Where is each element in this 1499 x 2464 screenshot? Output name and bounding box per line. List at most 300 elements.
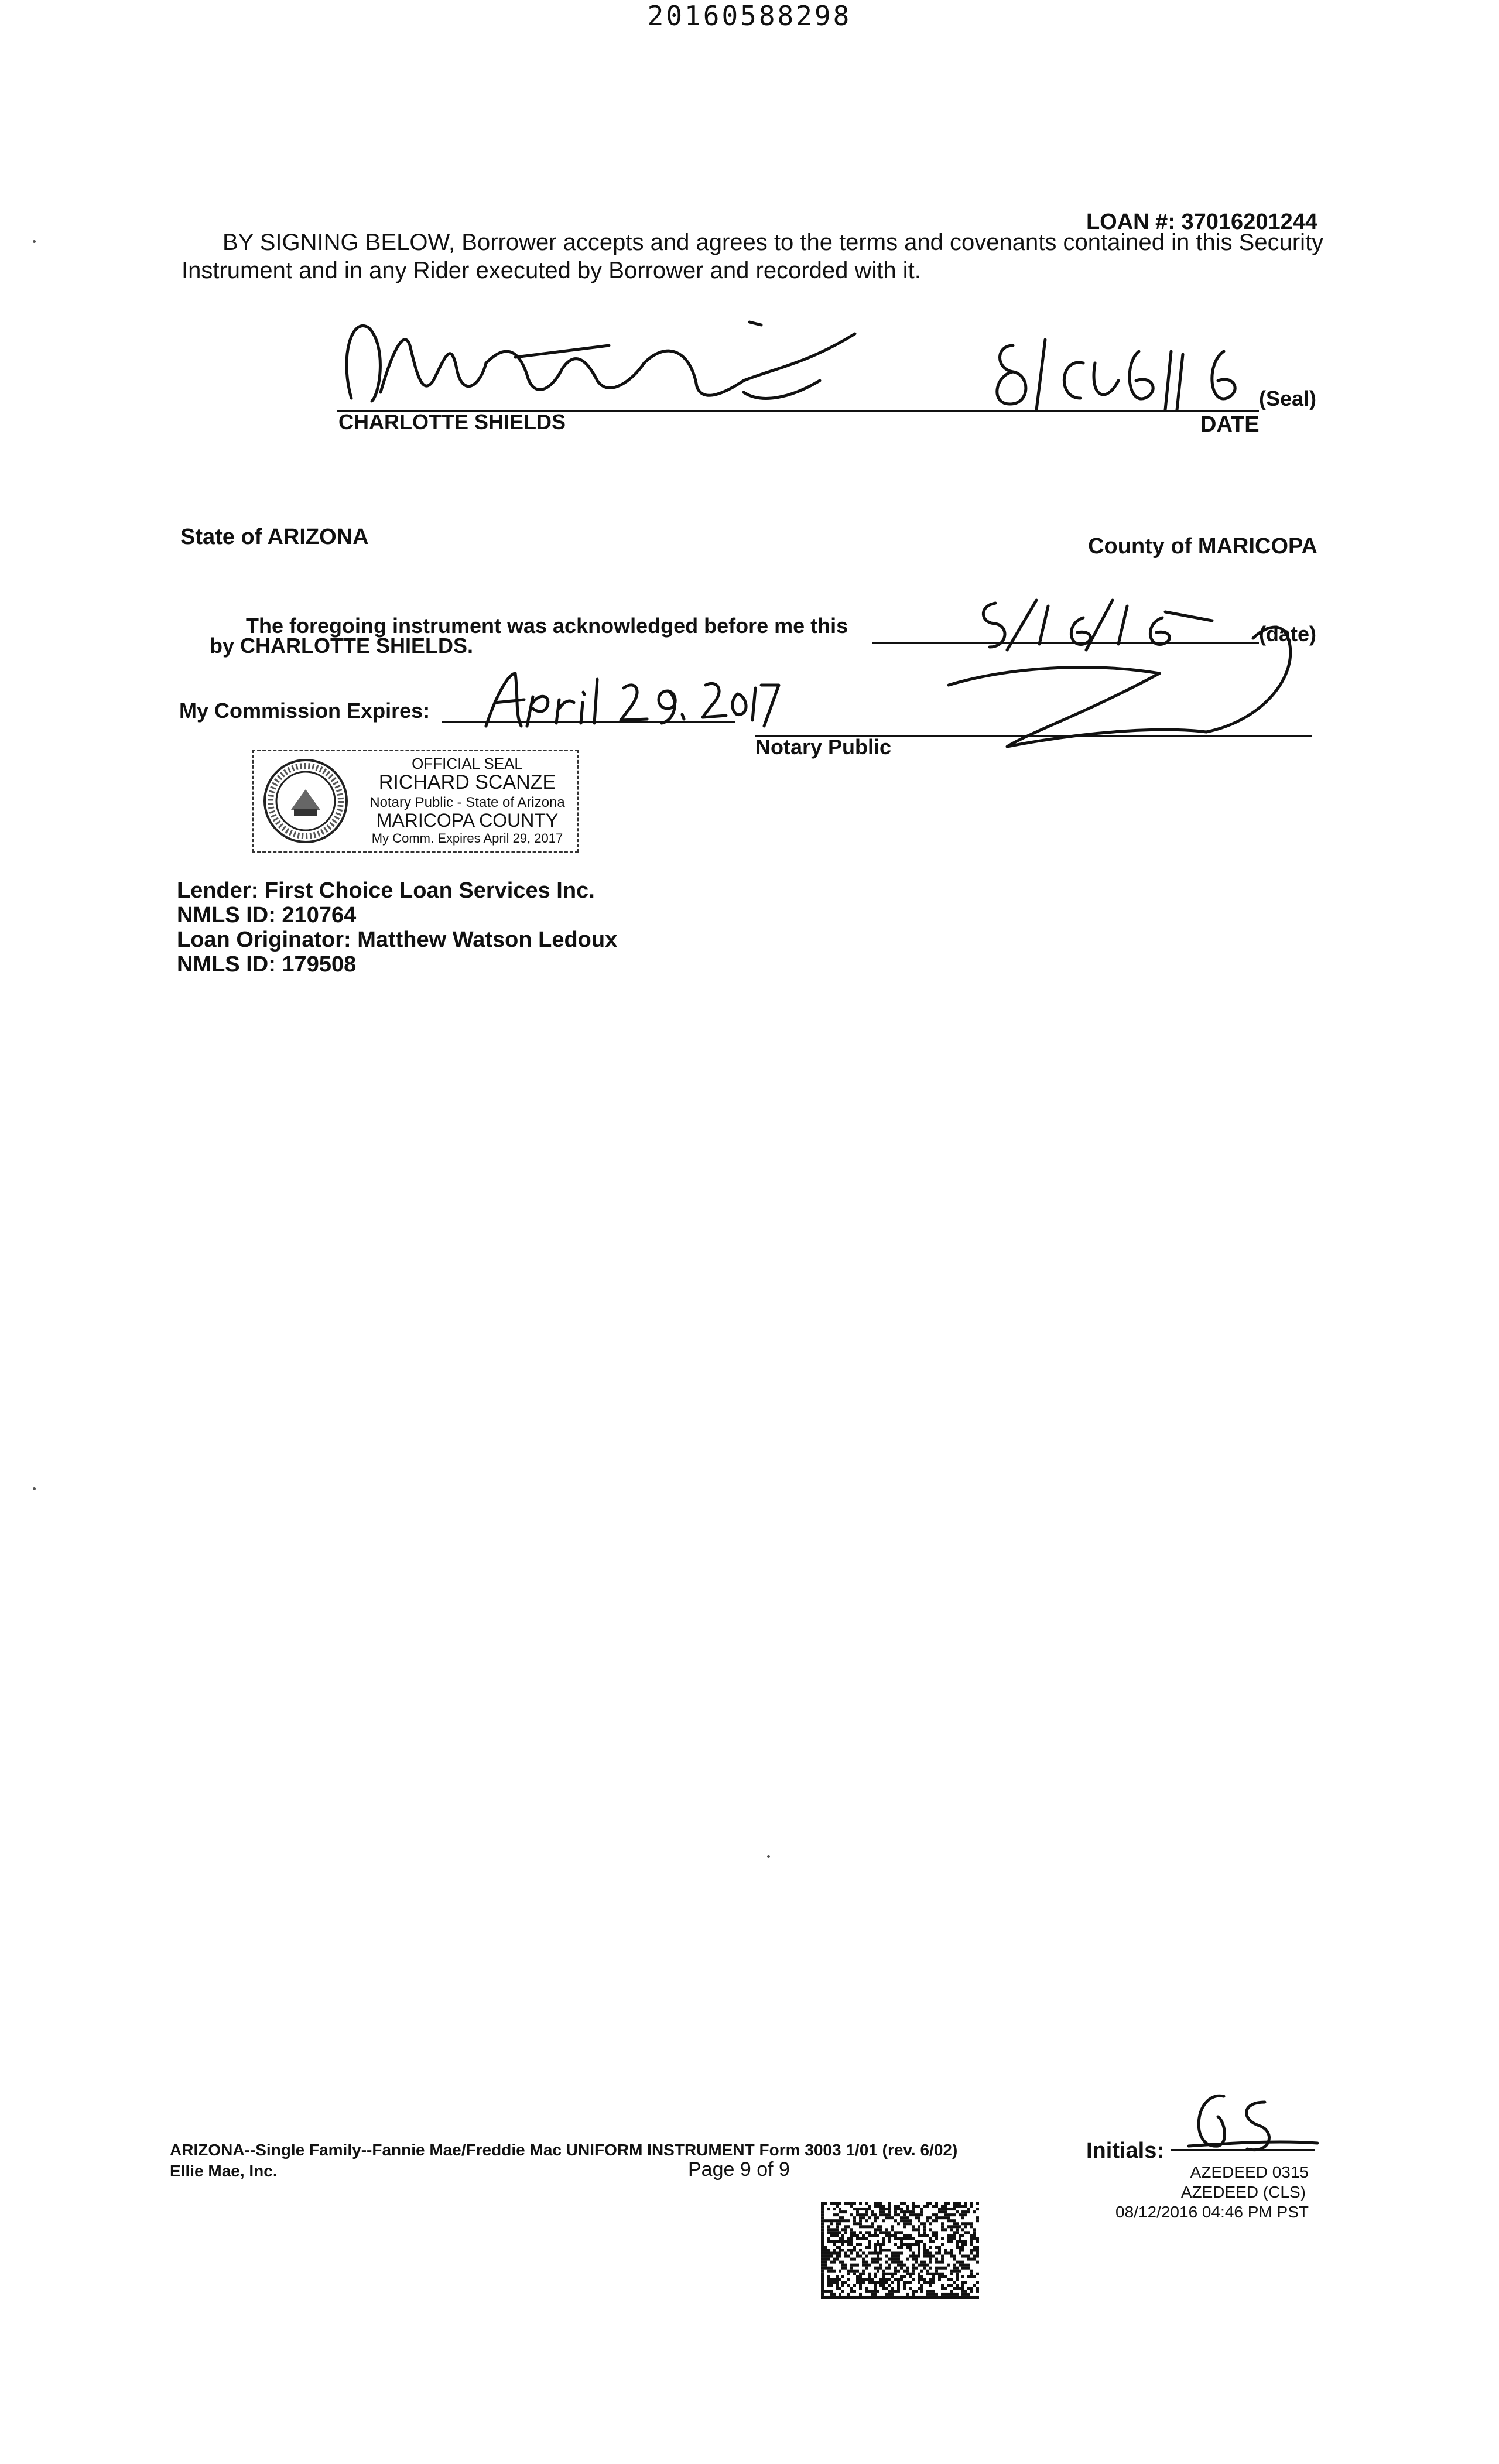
barcode-module	[885, 2261, 888, 2264]
barcode-module	[961, 2281, 964, 2284]
barcode-module	[844, 2240, 847, 2243]
barcode-module	[830, 2290, 833, 2293]
barcode-module	[961, 2290, 964, 2293]
barcode-module	[824, 2202, 827, 2205]
barcode-module	[929, 2246, 932, 2249]
loan-number: LOAN #: 37016201244	[1086, 210, 1317, 234]
barcode-module	[859, 2273, 862, 2275]
barcode-module	[839, 2240, 841, 2243]
barcode-module	[839, 2222, 841, 2225]
barcode-module	[903, 2284, 906, 2287]
barcode-module	[959, 2225, 961, 2228]
barcode-module	[897, 2231, 900, 2234]
barcode-module	[856, 2210, 859, 2213]
barcode-module	[923, 2231, 926, 2234]
barcode-module	[891, 2287, 894, 2290]
barcode-module	[973, 2275, 976, 2278]
barcode-module	[841, 2275, 844, 2278]
barcode-module	[944, 2210, 947, 2213]
barcode-module	[909, 2219, 912, 2222]
barcode-module	[938, 2275, 941, 2278]
barcode-module	[821, 2273, 824, 2275]
initials-label: Initials:	[1086, 2138, 1165, 2163]
barcode-module	[850, 2287, 853, 2290]
barcode-module	[947, 2202, 950, 2205]
barcode-module	[950, 2252, 953, 2255]
barcode-module	[853, 2219, 856, 2222]
barcode-module	[824, 2258, 827, 2261]
barcode-module	[882, 2243, 885, 2246]
barcode-module	[897, 2290, 900, 2293]
barcode-module	[973, 2296, 976, 2299]
barcode-module	[944, 2202, 947, 2205]
barcode-module	[906, 2273, 909, 2275]
barcode-module	[821, 2261, 824, 2264]
barcode-module	[944, 2205, 947, 2208]
barcode-module	[903, 2216, 906, 2219]
barcode-module	[932, 2290, 935, 2293]
barcode-module	[941, 2255, 944, 2258]
barcode-module	[839, 2246, 841, 2249]
barcode-module	[865, 2219, 868, 2222]
barcode-module	[841, 2243, 844, 2246]
originator-nmls: NMLS ID: 179508	[177, 952, 357, 977]
barcode-module	[824, 2246, 827, 2249]
barcode-module	[844, 2202, 847, 2205]
barcode-module	[906, 2237, 909, 2240]
barcode-module	[920, 2222, 923, 2225]
barcode-module	[894, 2210, 897, 2213]
barcode-module	[938, 2249, 941, 2251]
barcode-module	[859, 2208, 862, 2210]
barcode-module	[833, 2249, 836, 2251]
barcode-module	[833, 2278, 836, 2281]
barcode-module	[950, 2296, 953, 2299]
barcode-module	[912, 2264, 915, 2267]
barcode-module	[959, 2237, 961, 2240]
barcode-module	[935, 2234, 938, 2237]
barcode-module	[862, 2278, 865, 2281]
barcode-module	[944, 2296, 947, 2299]
barcode-module	[847, 2202, 850, 2205]
barcode-module	[839, 2237, 841, 2240]
barcode-module	[970, 2287, 973, 2290]
barcode-module	[836, 2275, 839, 2278]
barcode-module	[956, 2246, 959, 2249]
barcode-module	[871, 2261, 874, 2264]
barcode-module	[900, 2278, 903, 2281]
seal-title: OFFICIAL SEAL	[412, 755, 523, 772]
scan-speck	[767, 1855, 770, 1858]
barcode-module	[882, 2213, 885, 2216]
barcode-module	[836, 2205, 839, 2208]
barcode-module	[891, 2225, 894, 2228]
barcode-module	[912, 2273, 915, 2275]
barcode-module	[839, 2278, 841, 2281]
barcode-module	[897, 2205, 900, 2208]
barcode-module	[915, 2228, 918, 2231]
barcode-module	[920, 2284, 923, 2287]
barcode-module	[865, 2202, 868, 2205]
barcode-module	[915, 2258, 918, 2261]
barcode-module	[935, 2296, 938, 2299]
barcode-module	[950, 2278, 953, 2281]
barcode-module	[874, 2228, 877, 2231]
loan-originator: Loan Originator: Matthew Watson Ledoux	[177, 928, 618, 952]
barcode-module	[882, 2275, 885, 2278]
barcode-module	[856, 2252, 859, 2255]
barcode-module	[915, 2243, 918, 2246]
barcode-module	[844, 2281, 847, 2284]
barcode-module	[918, 2225, 920, 2228]
barcode-module	[885, 2249, 888, 2251]
barcode-module	[950, 2208, 953, 2210]
barcode-module	[853, 2296, 856, 2299]
notary-signature	[937, 615, 1317, 755]
barcode-module	[956, 2293, 959, 2296]
signature-date-handwriting	[990, 328, 1271, 416]
barcode-module	[830, 2219, 833, 2222]
barcode-module	[970, 2252, 973, 2255]
barcode-module	[964, 2264, 967, 2267]
barcode-module	[868, 2278, 871, 2281]
barcode-module	[944, 2228, 947, 2231]
barcode-module	[877, 2270, 879, 2273]
barcode-module	[912, 2210, 915, 2213]
barcode-module	[956, 2275, 959, 2278]
barcode-module	[947, 2240, 950, 2243]
barcode-module	[900, 2208, 903, 2210]
barcode-module	[847, 2219, 850, 2222]
barcode-module	[862, 2273, 865, 2275]
agreement-line-1: BY SIGNING BELOW, Borrower accepts and agrees to the terms and covenants contained in this Security	[223, 230, 1324, 255]
barcode-module	[882, 2205, 885, 2208]
barcode-module	[877, 2205, 879, 2208]
barcode-module	[953, 2258, 956, 2261]
barcode-module	[827, 2270, 830, 2273]
barcode-module	[950, 2255, 953, 2258]
barcode-module	[868, 2246, 871, 2249]
barcode-module	[874, 2273, 877, 2275]
barcode-module	[821, 2208, 824, 2210]
barcode-module	[821, 2267, 824, 2270]
barcode-module	[912, 2243, 915, 2246]
barcode-module	[821, 2249, 824, 2251]
barcode-module	[888, 2264, 891, 2267]
barcode-module	[830, 2234, 833, 2237]
barcode-module	[976, 2252, 979, 2255]
barcode-module	[970, 2270, 973, 2273]
barcode-module	[964, 2293, 967, 2296]
barcode-module	[833, 2258, 836, 2261]
barcode-module	[879, 2249, 882, 2251]
barcode-module	[877, 2216, 879, 2219]
barcode-module	[871, 2225, 874, 2228]
barcode-module	[894, 2243, 897, 2246]
barcode-module	[967, 2296, 970, 2299]
barcode-module	[918, 2219, 920, 2222]
barcode-module	[877, 2267, 879, 2270]
barcode-module	[912, 2225, 915, 2228]
barcode-module	[920, 2290, 923, 2293]
barcode-module	[844, 2225, 847, 2228]
barcode-module	[839, 2210, 841, 2213]
barcode-module	[833, 2228, 836, 2231]
commission-label: My Commission Expires:	[179, 699, 430, 723]
barcode-module	[868, 2225, 871, 2228]
barcode-module	[868, 2240, 871, 2243]
barcode-module	[841, 2210, 844, 2213]
barcode-module	[839, 2287, 841, 2290]
barcode-module	[961, 2287, 964, 2290]
barcode-module	[865, 2213, 868, 2216]
barcode-module	[961, 2264, 964, 2267]
barcode-module	[850, 2240, 853, 2243]
barcode-module	[877, 2240, 879, 2243]
barcode-module	[915, 2213, 918, 2216]
barcode-module	[839, 2231, 841, 2234]
barcode-module	[830, 2296, 833, 2299]
barcode-module	[956, 2210, 959, 2213]
barcode-module	[827, 2267, 830, 2270]
barcode-module	[938, 2216, 941, 2219]
barcode-module	[847, 2240, 850, 2243]
barcode-module	[935, 2231, 938, 2234]
barcode-module	[976, 2290, 979, 2293]
barcode-module	[976, 2208, 979, 2210]
barcode-module	[941, 2273, 944, 2275]
barcode-module	[935, 2258, 938, 2261]
barcode-module	[926, 2293, 929, 2296]
barcode-module	[941, 2284, 944, 2287]
barcode-module	[879, 2296, 882, 2299]
barcode-module	[882, 2240, 885, 2243]
barcode-module	[877, 2290, 879, 2293]
barcode-module	[868, 2216, 871, 2219]
barcode-module	[929, 2278, 932, 2281]
barcode-module	[961, 2246, 964, 2249]
barcode-module	[888, 2208, 891, 2210]
barcode-module	[956, 2296, 959, 2299]
barcode-module	[959, 2252, 961, 2255]
barcode-module	[915, 2296, 918, 2299]
barcode-module	[850, 2205, 853, 2208]
barcode-module	[961, 2210, 964, 2213]
barcode-module	[830, 2281, 833, 2284]
barcode-module	[862, 2281, 865, 2284]
barcode-module	[836, 2255, 839, 2258]
barcode-module	[903, 2225, 906, 2228]
barcode-module	[912, 2213, 915, 2216]
barcode-module	[923, 2205, 926, 2208]
barcode-module	[959, 2246, 961, 2249]
barcode-module	[900, 2246, 903, 2249]
barcode-module	[947, 2252, 950, 2255]
barcode-module	[897, 2258, 900, 2261]
barcode-module	[970, 2249, 973, 2251]
barcode-module	[897, 2264, 900, 2267]
barcode-module	[874, 2202, 877, 2205]
barcode-module	[844, 2231, 847, 2234]
barcode-module	[885, 2267, 888, 2270]
barcode-module	[973, 2284, 976, 2287]
barcode-module	[865, 2210, 868, 2213]
barcode-module	[874, 2252, 877, 2255]
barcode-module	[953, 2225, 956, 2228]
barcode-module	[941, 2225, 944, 2228]
barcode-module	[879, 2267, 882, 2270]
barcode-module	[926, 2234, 929, 2237]
barcode-module	[862, 2258, 865, 2261]
barcode-module	[967, 2293, 970, 2296]
barcode-module	[865, 2255, 868, 2258]
barcode-module	[850, 2231, 853, 2234]
barcode-module	[879, 2213, 882, 2216]
barcode-module	[871, 2290, 874, 2293]
barcode-module	[964, 2231, 967, 2234]
barcode-module	[929, 2237, 932, 2240]
barcode-module	[862, 2264, 865, 2267]
barcode-module	[923, 2264, 926, 2267]
barcode-module	[833, 2281, 836, 2284]
barcode-module	[824, 2264, 827, 2267]
barcode-module	[897, 2287, 900, 2290]
barcode-module	[856, 2213, 859, 2216]
barcode-module	[856, 2255, 859, 2258]
barcode-module	[885, 2281, 888, 2284]
barcode-module	[918, 2228, 920, 2231]
barcode-module	[865, 2261, 868, 2264]
barcode-module	[824, 2252, 827, 2255]
barcode-module	[853, 2222, 856, 2225]
barcode-module	[956, 2284, 959, 2287]
barcode-module	[830, 2202, 833, 2205]
barcode-module	[865, 2246, 868, 2249]
barcode-module	[941, 2258, 944, 2261]
barcode-module	[888, 2240, 891, 2243]
barcode-module	[973, 2258, 976, 2261]
barcode-module	[821, 2284, 824, 2287]
barcode-module	[871, 2222, 874, 2225]
barcode-module	[947, 2237, 950, 2240]
barcode-module	[923, 2278, 926, 2281]
barcode-module	[923, 2252, 926, 2255]
barcode-module	[956, 2243, 959, 2246]
barcode-module	[871, 2281, 874, 2284]
barcode-module	[909, 2234, 912, 2237]
barcode-module	[827, 2237, 830, 2240]
barcode-module	[903, 2219, 906, 2222]
barcode-module	[850, 2290, 853, 2293]
barcode-module	[929, 2290, 932, 2293]
barcode-module	[923, 2243, 926, 2246]
barcode-module	[859, 2296, 862, 2299]
barcode-module	[900, 2216, 903, 2219]
barcode-module	[970, 2290, 973, 2293]
barcode-module	[918, 2296, 920, 2299]
barcode-module	[891, 2255, 894, 2258]
barcode-module	[903, 2210, 906, 2213]
barcode-module	[827, 2278, 830, 2281]
barcode-module	[912, 2202, 915, 2205]
barcode-module	[888, 2296, 891, 2299]
barcode-module	[850, 2296, 853, 2299]
barcode-module	[920, 2275, 923, 2278]
barcode-module	[956, 2222, 959, 2225]
barcode-module	[894, 2205, 897, 2208]
barcode-module	[959, 2240, 961, 2243]
barcode-module	[953, 2219, 956, 2222]
barcode-module	[839, 2270, 841, 2273]
barcode-module	[967, 2275, 970, 2278]
barcode-module	[923, 2249, 926, 2251]
barcode-module	[879, 2284, 882, 2287]
barcode-module	[821, 2281, 824, 2284]
barcode-module	[947, 2225, 950, 2228]
barcode-module	[950, 2234, 953, 2237]
barcode-module	[821, 2243, 824, 2246]
barcode-module	[961, 2267, 964, 2270]
barcode-module	[877, 2252, 879, 2255]
barcode-module	[827, 2228, 830, 2231]
barcode-module	[956, 2205, 959, 2208]
barcode-module	[938, 2261, 941, 2264]
barcode-module	[871, 2278, 874, 2281]
barcode-module	[874, 2249, 877, 2251]
barcode-module	[967, 2264, 970, 2267]
barcode-module	[918, 2234, 920, 2237]
barcode-module	[847, 2243, 850, 2246]
barcode-module	[973, 2210, 976, 2213]
form-code-1: AZEDEED 0315	[1190, 2163, 1309, 2181]
barcode-module	[833, 2243, 836, 2246]
barcode-module	[879, 2246, 882, 2249]
barcode-module	[879, 2208, 882, 2210]
barcode-module	[859, 2243, 862, 2246]
barcode-module	[844, 2228, 847, 2231]
barcode-module	[964, 2243, 967, 2246]
barcode-module	[836, 2202, 839, 2205]
barcode-module	[900, 2240, 903, 2243]
barcode-module	[953, 2255, 956, 2258]
barcode-module	[865, 2225, 868, 2228]
barcode-module	[877, 2202, 879, 2205]
barcode-module	[970, 2243, 973, 2246]
barcode-module	[836, 2219, 839, 2222]
commission-expiry-handwriting	[480, 668, 785, 732]
barcode-module	[871, 2213, 874, 2216]
barcode-module	[909, 2249, 912, 2251]
barcode-module	[859, 2287, 862, 2290]
barcode-module	[961, 2284, 964, 2287]
barcode-module	[868, 2205, 871, 2208]
barcode-module	[862, 2261, 865, 2264]
barcode-module	[827, 2219, 830, 2222]
barcode-module	[833, 2213, 836, 2216]
barcode-module	[885, 2208, 888, 2210]
barcode-module	[897, 2246, 900, 2249]
barcode-module	[950, 2293, 953, 2296]
barcode-module	[821, 2275, 824, 2278]
notary-public-label: Notary Public	[755, 735, 892, 759]
barcode-module	[836, 2281, 839, 2284]
barcode-module	[847, 2273, 850, 2275]
barcode-module	[821, 2270, 824, 2273]
barcode-module	[953, 2208, 956, 2210]
barcode-module	[841, 2219, 844, 2222]
barcode-module	[841, 2261, 844, 2264]
barcode-module	[856, 2278, 859, 2281]
